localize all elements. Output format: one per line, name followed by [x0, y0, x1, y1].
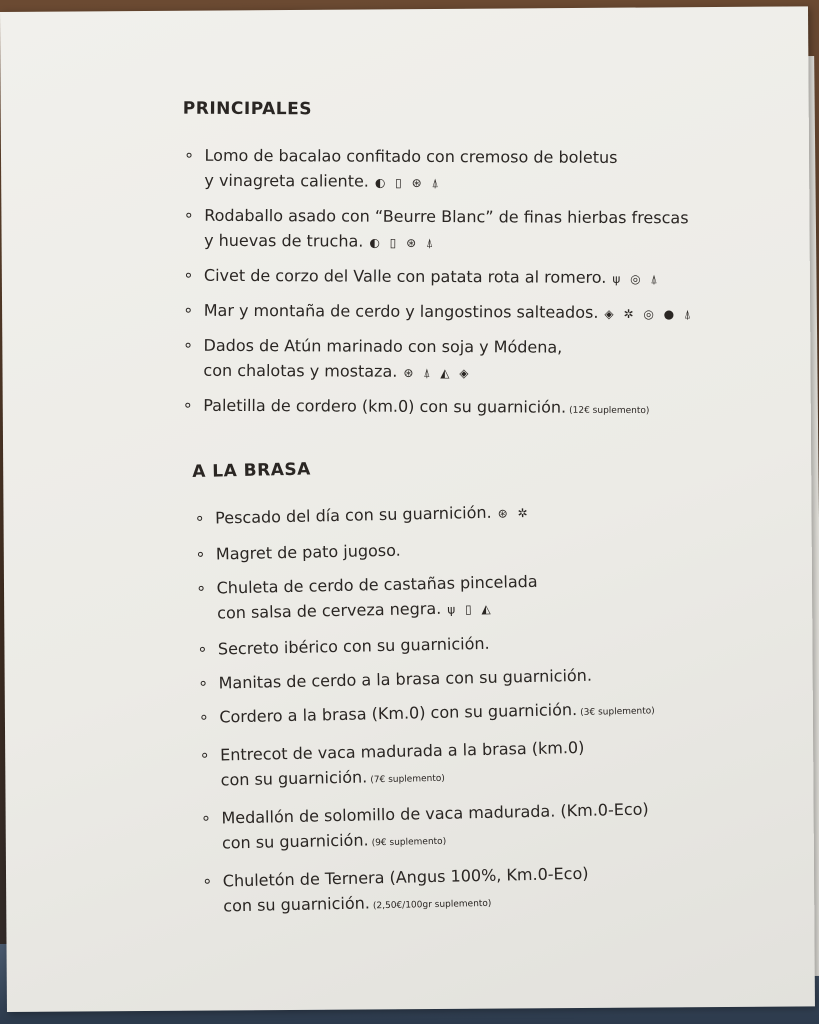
dish-text: con su guarnición. [220, 767, 368, 790]
bullet-icon [202, 753, 207, 758]
dish-item [194, 566, 652, 628]
bullet-icon [186, 343, 191, 348]
section-a-la-brasa [192, 452, 659, 931]
supplement-note: (3€ suplemento) [580, 706, 655, 718]
bullet-icon [199, 586, 204, 591]
dish-item [196, 627, 654, 662]
dish-item [198, 733, 656, 797]
dish-text: Magret de pato jugoso. [215, 540, 401, 564]
dish-line [204, 168, 695, 198]
supplement-note: (7€ suplemento) [370, 773, 445, 786]
dish-text: Mar y montaña de cerdo y langostinos salteados. [203, 300, 599, 322]
dish-text: Entrecot de vaca madurada a la brasa (km.0) [219, 737, 585, 765]
bullet-icon [186, 273, 191, 278]
dish-line [216, 532, 652, 566]
dish-item [182, 203, 695, 258]
dish-line [215, 496, 651, 532]
bullet-icon [186, 308, 191, 313]
dish-text: Rodaballo asado con “Beurre Blanc” de finas hierbas frescas [204, 205, 689, 228]
allergen-icons: ψ ▯ ◭ [447, 601, 494, 617]
section-title: A LA BRASA [192, 459, 311, 482]
dish-text: Chuleta de cerdo de castañas pincelada [216, 571, 538, 598]
dish-item [201, 859, 659, 923]
dish-line [204, 228, 695, 258]
allergen-icons: ψ ◎ ⍋ [612, 271, 661, 287]
supplement-note: (9€ suplemento) [371, 836, 447, 849]
dish-line [203, 358, 694, 388]
section-principales [181, 99, 695, 433]
dish-item [194, 532, 652, 567]
allergen-icons: ◈ ✲ ◎ ● ⍋ [604, 306, 695, 322]
dish-line [204, 333, 694, 361]
bullet-icon [201, 715, 206, 720]
dish-text: Dados de Atún marinado con soja y Módena, [203, 335, 563, 357]
dish-line [205, 143, 695, 171]
supplement-note: (12€ suplemento) [569, 405, 650, 417]
bullet-icon [187, 153, 192, 158]
bullet-icon [185, 403, 190, 408]
dish-item [182, 298, 695, 328]
dish-item [193, 496, 651, 533]
dish-line [204, 298, 695, 328]
dish-text: con su guarnición. [221, 830, 369, 853]
dish-text: Cordero a la brasa (Km.0) con su guarnición. [219, 699, 578, 727]
allergen-icons: ◐ ▯ ⊛ ⍋ [374, 175, 442, 191]
dish-list [193, 496, 659, 922]
section-title: PRINCIPALES [182, 98, 313, 120]
dish-text: Lomo de bacalao confitado con cremoso de boletus [204, 145, 618, 167]
bullet-icon [201, 681, 206, 686]
dish-list [181, 143, 695, 425]
dish-item [182, 143, 695, 198]
dish-text: Paletilla de cordero (km.0) con su guarnición. [203, 395, 567, 417]
dish-item [196, 661, 654, 696]
dish-line [204, 263, 695, 293]
bullet-icon [186, 213, 191, 218]
dish-text: con salsa de cerveza negra. [216, 598, 442, 623]
dish-line [218, 627, 654, 661]
supplement-note: (2,50€/100gr suplemento) [372, 898, 492, 912]
dish-item [182, 263, 695, 293]
dish-text: y vinagreta caliente. [204, 170, 369, 191]
allergen-icons: ◐ ▯ ⊛ ⍋ [369, 235, 437, 250]
bullet-icon [197, 516, 202, 521]
bullet-icon [203, 816, 208, 821]
bullet-icon [198, 552, 203, 557]
dish-item [181, 333, 694, 388]
dish-line [204, 203, 694, 231]
dish-text: y huevas de trucha. [204, 230, 364, 251]
dish-text: Manitas de cerdo a la brasa con su guarnición. [218, 665, 593, 693]
dish-text: Chuletón de Ternera (Angus 100%, Km.0-Eco) [222, 863, 589, 891]
dish-text: Civet de corzo del Valle con patata rota al romero. [203, 265, 607, 287]
dish-text: con su guarnición. [223, 893, 371, 916]
allergen-icons: ⊛ ⍋ ◭ ◈ [403, 365, 472, 381]
bullet-icon [205, 879, 210, 884]
dish-line [218, 661, 654, 695]
dish-text: con chalotas y mostaza. [203, 360, 398, 381]
dish-item [199, 796, 657, 860]
bullet-icon [200, 647, 205, 652]
dish-line [219, 695, 655, 733]
dish-item [197, 695, 655, 734]
dish-text: Secreto ibérico con su guarnición. [217, 633, 490, 659]
dish-item [181, 393, 694, 425]
dish-text: Pescado del día con su guarnición. [214, 502, 492, 528]
dish-line [203, 393, 694, 425]
allergen-icons: ⊛ ✲ [497, 505, 531, 521]
dish-text: Medallón de solomillo de vaca madurada. (Km.0-Eco) [221, 799, 649, 828]
